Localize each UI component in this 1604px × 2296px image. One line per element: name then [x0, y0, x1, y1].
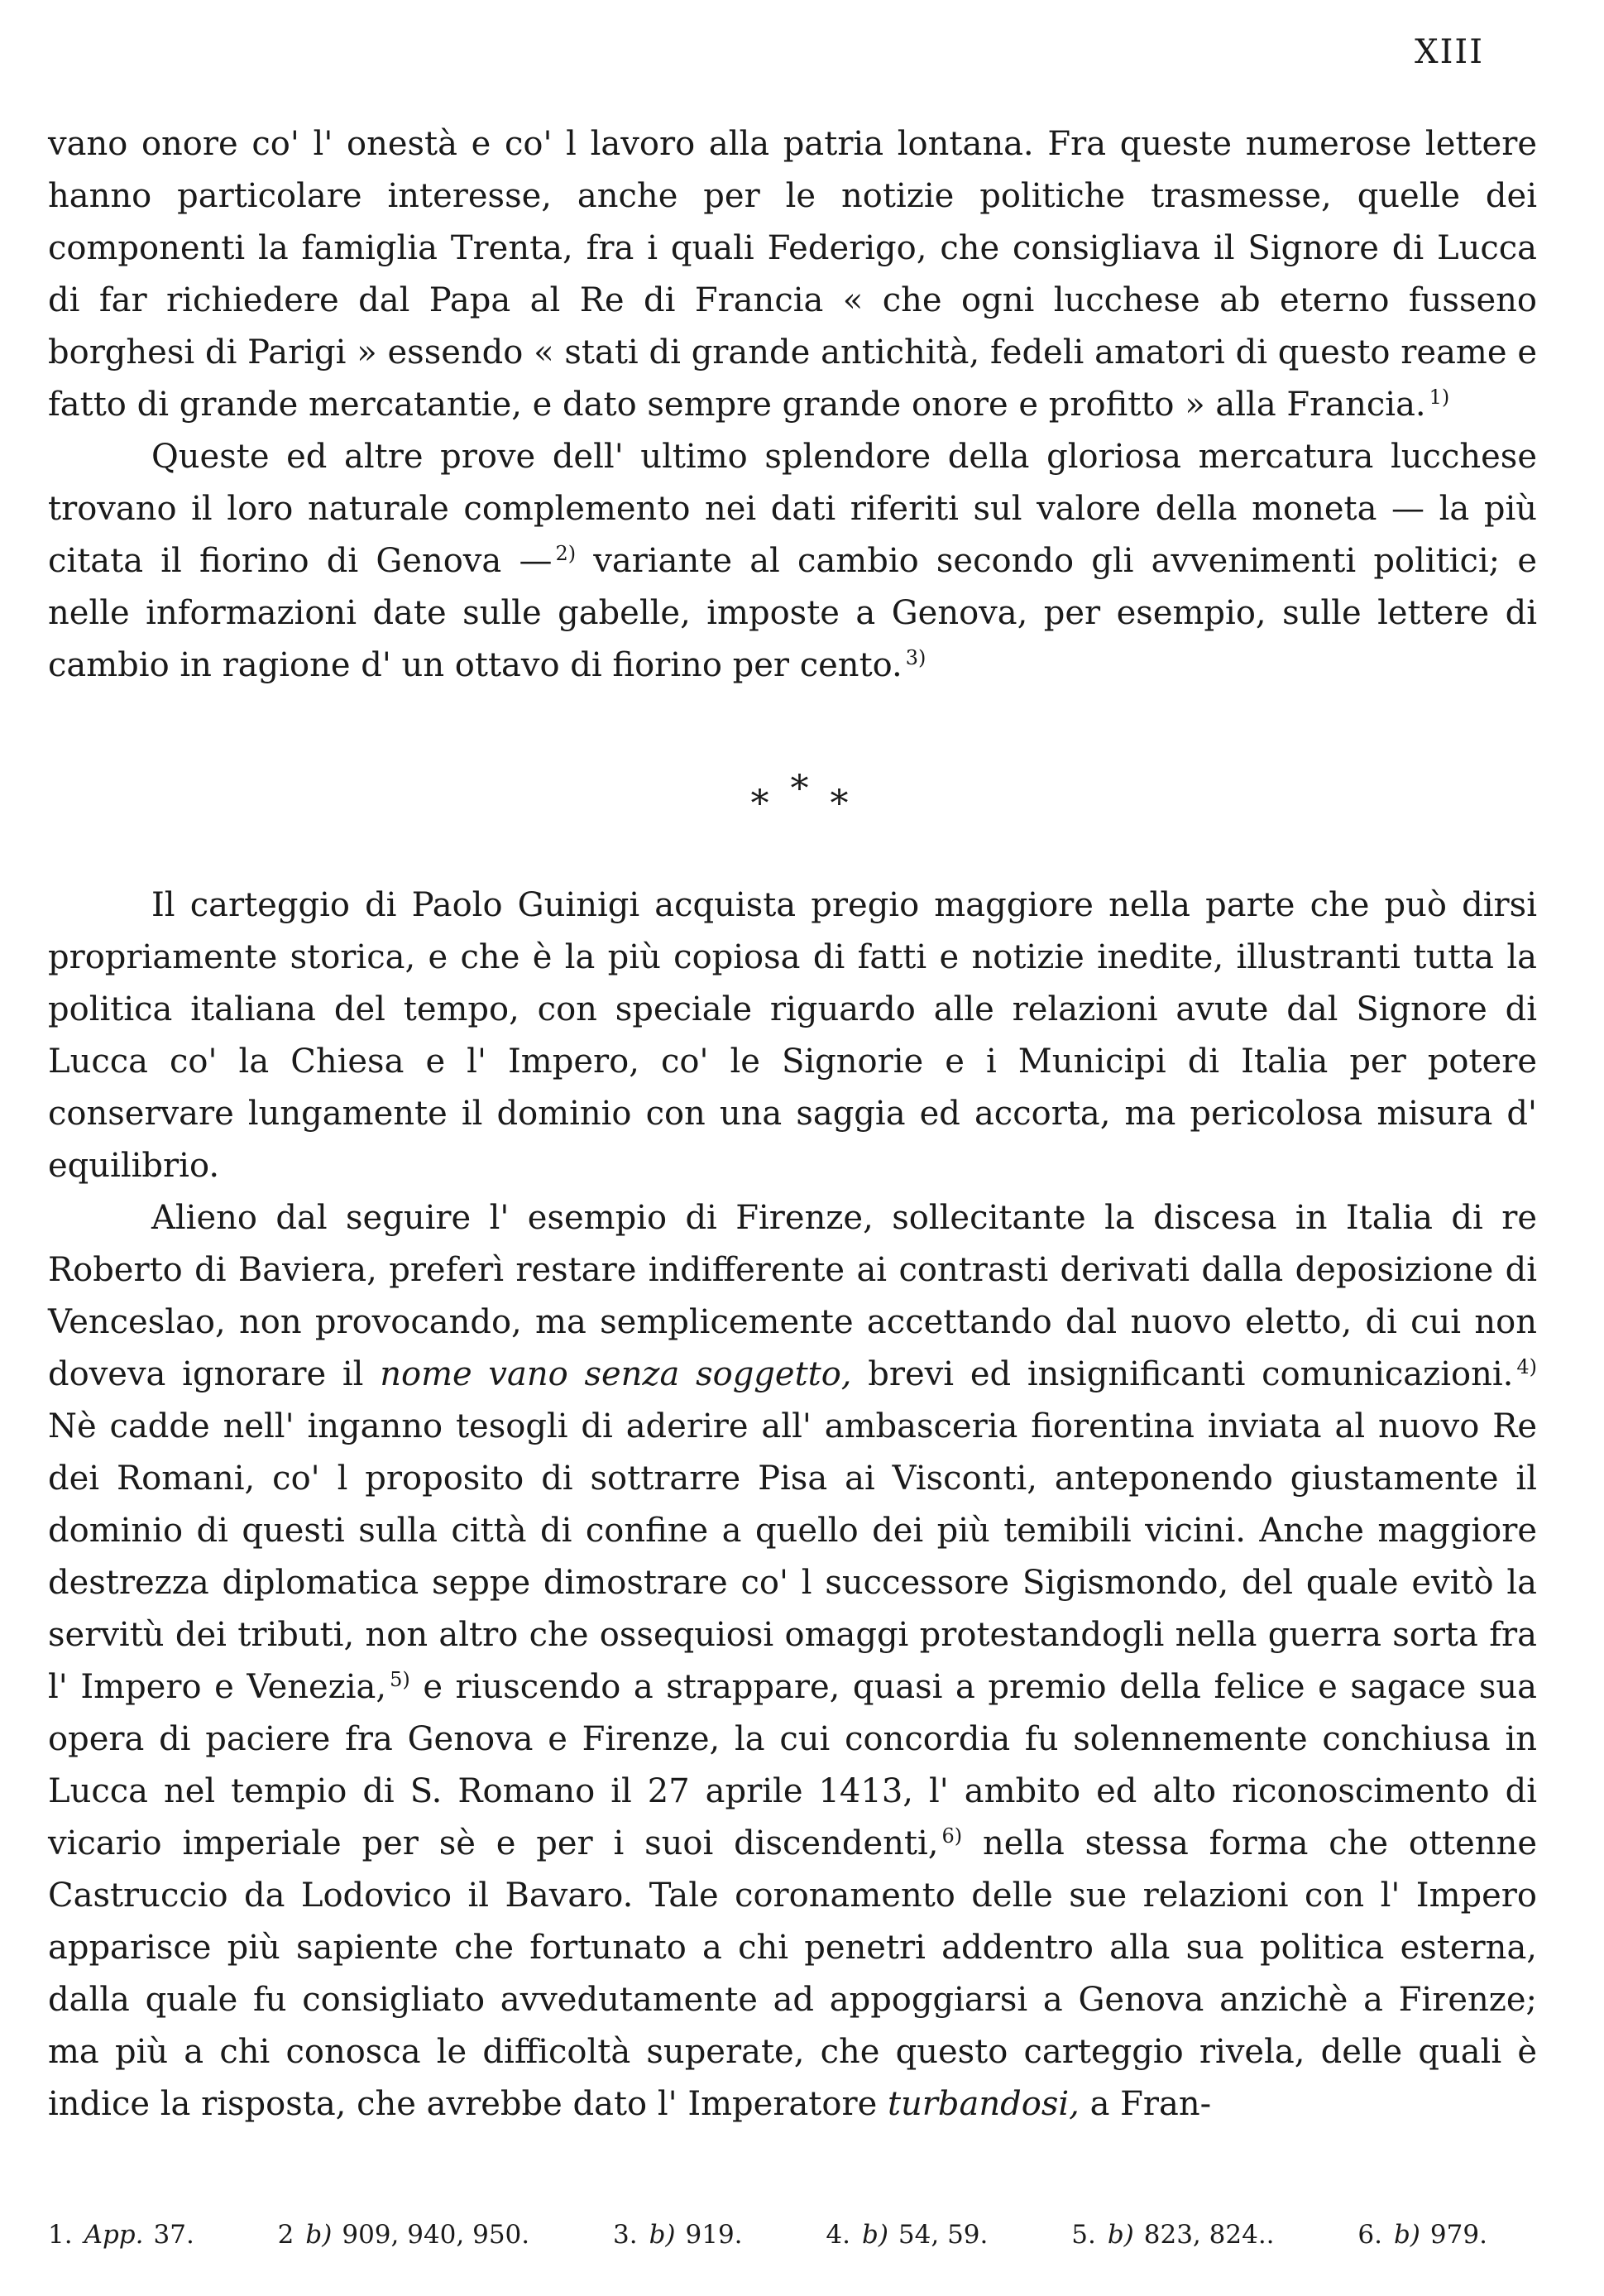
footnote-ref-2: 2): [555, 541, 577, 565]
footnote-ref-4: 4): [1516, 1354, 1538, 1378]
footnote-pages: 37.: [153, 2220, 194, 2250]
footnote-ref-1: 1): [1429, 385, 1450, 409]
footnote-ref-6: 6): [941, 1824, 963, 1848]
footnote-item: [613, 2220, 743, 2250]
footnote-item: [1357, 2220, 1487, 2250]
footnote-pages: 909, 940, 950.: [342, 2220, 530, 2250]
footnotes: [48, 2220, 1487, 2250]
paragraph-1-text: vano onore co' l' onestà e co' l lavoro alla patria lontana. Fra queste numerose lettere hanno particolare interesse, anche per le notizie politiche trasmesse, quelle dei componenti la famiglia Trenta, fra i quali Federigo, che consigliava il Signore di Lucca di far richiedere dal Papa al Re di Francia « che ogni lucchese ab eterno fusseno borghesi di Parigi » essendo « stati di grande antichità, fedeli amatori di questo reame e fatto di grande mercatantie, e dato sempre grande onore e profitto » alla Francia.: [48, 125, 1537, 424]
footnote-pages: 54, 59.: [898, 2220, 989, 2250]
asterisk-right: *: [830, 783, 854, 825]
footnote-pages: 979.: [1429, 2220, 1487, 2250]
footnote-number: 2: [277, 2220, 294, 2250]
paragraph-4: [48, 1192, 1537, 2131]
footnote-ref-3: 3): [905, 645, 926, 669]
footnote-item: [278, 2220, 529, 2250]
footnote-pages: 823, 824..: [1143, 2220, 1275, 2250]
footnote-item: [826, 2220, 988, 2250]
text-section-2: [48, 880, 1537, 2131]
paragraph-4-text-e: nella stessa forma che ottenne Castruccio da Lodovico il Bavaro. Tale coronamento delle sue relazioni con l' Impero apparisce più sapiente che fortunato a chi penetri addentro alla sua politica esterna, dalla quale fu consigliato avvedutamente ad appoggiarsi a Genova anzichè a Firenze; ma più a chi conosca le difficoltà superate, che questo carteggio rivela, delle quali è indice la risposta, che avrebbe dato l' Imperatore: [48, 1824, 1537, 2123]
footnote-number: 5.: [1071, 2220, 1096, 2250]
footnote-source: App.: [84, 2220, 144, 2250]
text-section-1: [48, 118, 1537, 692]
paragraph-2-text-a: Queste ed altre prove dell' ultimo splendore della gloriosa mercatura lucchese trovano il loro naturale complemento nei dati riferiti sul valore della moneta — la più citata il fiorino di Genova —: [48, 438, 1537, 580]
footnote-source: b): [1393, 2220, 1420, 2250]
paragraph-4-text-b: brevi ed insignificanti comunicazioni.: [868, 1355, 1514, 1393]
asterisk-left: *: [750, 783, 774, 825]
footnote-number: 4.: [826, 2220, 850, 2250]
paragraph-4-text-f: a Fran-: [1089, 2085, 1212, 2123]
paragraph-1: [48, 118, 1537, 431]
paragraph-3-text: Il carteggio di Paolo Guinigi acquista pregio maggiore nella parte che può dirsi propriamente storica, e che è la più copiosa di fatti e notizie inedite, illustranti tutta la politica italiana del tempo, con speciale riguardo alle relazioni avute dal Signore di Lucca co' la Chiesa e l' Impero, co' le Signorie e i Municipi di Italia per potere conservare lungamente il dominio con una saggia ed accorta, ma pericolosa misura d' equilibrio.: [48, 886, 1537, 1185]
italic-quote-2: turbandosi,: [887, 2085, 1080, 2123]
page-number: XIII: [1415, 33, 1484, 71]
footnote-number: 1.: [48, 2220, 73, 2250]
footnote-item: [48, 2220, 194, 2250]
asterisk-middle: *: [790, 768, 814, 810]
footnote-source: b): [649, 2220, 676, 2250]
footnote-source: b): [1107, 2220, 1134, 2250]
paragraph-2-text-b: variante al cambio secondo gli avvenimenti politici; e nelle informazioni date sulle gabelle, imposte a Genova, per esempio, sulle lettere di cambio in ragione d' un ottavo di fiorino per cento.: [48, 542, 1538, 684]
paragraph-4-text-a: Alieno dal seguire l' esempio di Firenze, sollecitante la discesa in Italia di re Roberto di Baviera, preferì restare indifferente ai contrasti derivati dalla deposizione di Venceslao, non provocando, ma semplicemente accettando dal nuovo eletto, di cui non doveva ignorare il: [48, 1199, 1537, 1393]
footnote-pages: 919.: [685, 2220, 743, 2250]
footnote-number: 6.: [1357, 2220, 1382, 2250]
paragraph-4-text-c: Nè cadde nell' inganno tesogli di aderire all' ambasceria fiorentina inviata al nuovo Re dei Romani, co' l proposito di sottrarre Pisa ai Visconti, anteponendo giustamente il dominio di questi sulla città di confine a quello dei più temibili vicini. Anche maggiore destrezza diplomatica seppe dimostrare co' l successore Sigismondo, del quale evitò la servitù dei tributi, non altro che ossequiosi omaggi protestandogli nella guerra sorta fra l' Impero e Venezia,: [48, 1407, 1537, 1706]
section-divider-asterisks: [0, 768, 1604, 825]
footnote-item: [1071, 2220, 1274, 2250]
paragraph-3: [48, 880, 1537, 1192]
italic-quote-1: nome vano senza soggetto,: [380, 1355, 852, 1393]
footnote-source: b): [861, 2220, 888, 2250]
paragraph-4-text-d: e riuscendo a strappare, quasi a premio della felice e sagace sua opera di paciere fra Genova e Firenze, la cui concordia fu solennemente conchiusa in Lucca nel tempio di S. Romano il 27 aprile 1413, l' ambito ed alto riconoscimento di vicario imperiale per sè e per i suoi discendenti,: [48, 1668, 1537, 1862]
paragraph-2: [48, 431, 1537, 692]
footnote-ref-5: 5): [390, 1667, 410, 1691]
footnote-number: 3.: [612, 2220, 638, 2250]
footnote-source: b): [305, 2220, 333, 2250]
